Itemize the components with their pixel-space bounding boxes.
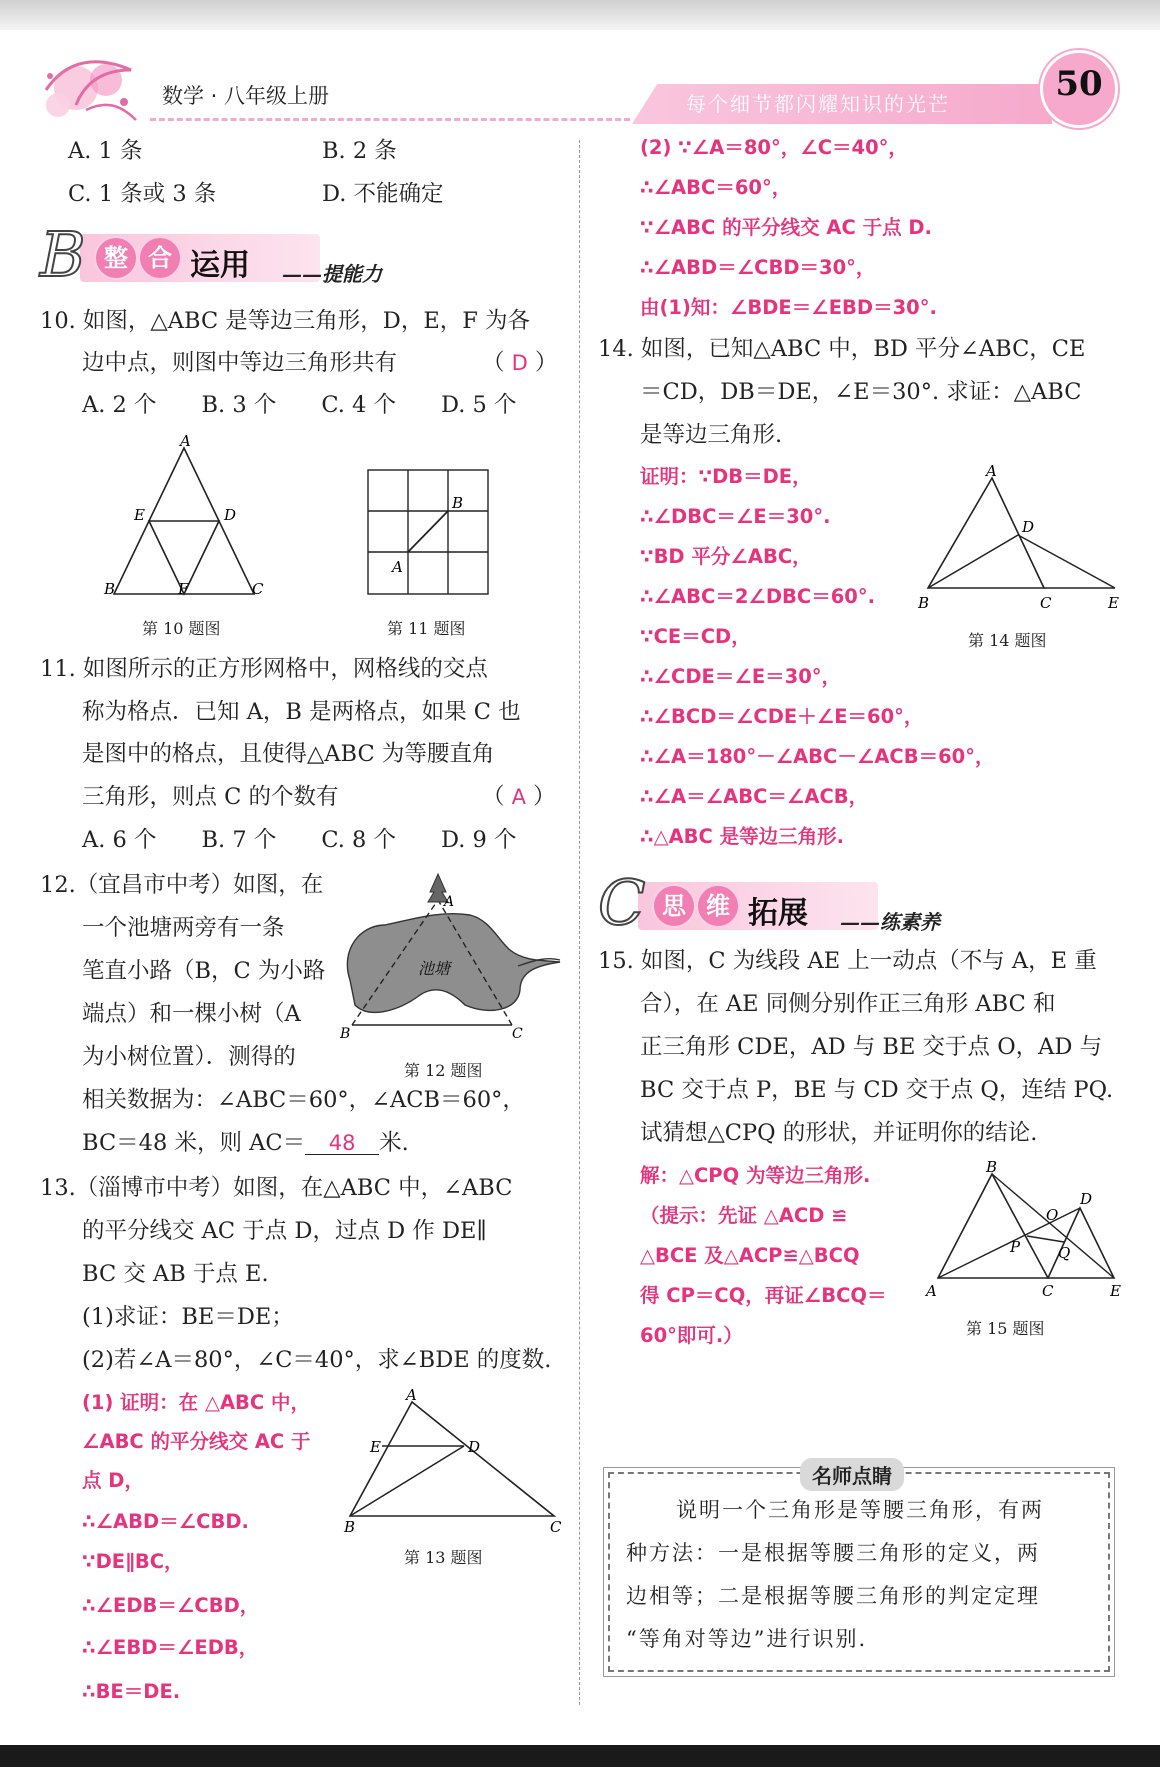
q15-line3: 正三角形 CDE，AD 与 BE 交于点 O，AD 与	[640, 1034, 1103, 1060]
tip-line3: 边相等；二是根据等腰三角形的判定定理	[626, 1584, 1040, 1608]
fig10-label-d: D	[224, 506, 237, 524]
column-divider	[579, 140, 580, 1705]
q12-line3: 笔直小路（B，C 为小路	[82, 958, 326, 984]
q10-answer: D	[511, 351, 528, 375]
q11-line4: 三角形，则点 C 的个数有	[82, 784, 339, 810]
top-edge	[0, 0, 1160, 30]
fig13-label-b: B	[344, 1518, 356, 1536]
q9-option-c: C. 1 条或 3 条	[68, 181, 217, 207]
q13-solution-4: ∴∠ABD＝∠CBD.	[82, 1510, 249, 1533]
q11-line3: 是图中的格点，且使得△ABC 为等腰直角	[82, 741, 495, 767]
section-b-char1: 整	[94, 236, 138, 280]
q15-line1: 15. 如图，C 为线段 AE 上一动点（不与 A，E 重	[598, 948, 1097, 974]
q14-solution-10: ∴△ABC 是等边三角形.	[640, 825, 845, 848]
q13-solution-2: ∠ABC 的平分线交 AC 于	[82, 1430, 311, 1453]
q12-line7b: 米.	[379, 1130, 409, 1156]
fig12-pond-label: 池塘	[418, 959, 451, 978]
fig10-label-e: E	[134, 506, 145, 524]
q14-solution-2: ∴∠DBC＝∠E＝30°.	[640, 505, 831, 528]
q11-options: A. 6 个 B. 7 个 C. 8 个 D. 9 个	[82, 827, 517, 853]
q14-solution-6: ∴∠CDE＝∠E＝30°，	[640, 665, 842, 688]
q10-line2: 边中点，则图中等边三角形共有	[82, 350, 398, 376]
q14-solution-7: ∴∠BCD＝∠CDE＋∠E＝60°，	[640, 705, 924, 728]
q13-line3: BC 交 AB 于点 E.	[82, 1261, 269, 1287]
q12-line2: 一个池塘两旁有一条	[82, 915, 285, 941]
q14-solution-3: ∵BD 平分∠ABC，	[640, 545, 812, 568]
q12-answer: 48	[305, 1133, 379, 1155]
figure-13	[340, 1386, 570, 1536]
q14-line2: ＝CD，DB＝DE，∠E＝30°. 求证：△ABC	[640, 379, 1082, 405]
figure-14	[910, 460, 1130, 620]
q13-line4: (1)求证：BE＝DE；	[82, 1304, 294, 1330]
fig15-label-q: Q	[1058, 1244, 1071, 1262]
fig10-label-b: B	[104, 580, 116, 598]
fig13-caption: 第 13 题图	[404, 1548, 483, 1567]
figure-11	[364, 466, 494, 598]
flower-ornament-icon	[36, 50, 146, 130]
fig14-label-a: A	[986, 462, 997, 480]
figure-10	[100, 434, 270, 604]
section-b-letter: B	[40, 218, 86, 291]
fig10-label-f: F	[178, 580, 189, 598]
q13-solution-8: ∴BE＝DE.	[82, 1680, 181, 1703]
q15-solution-3: △BCE 及△ACP≌△BCQ	[640, 1244, 860, 1267]
fig15-label-a: A	[926, 1282, 937, 1300]
q10-answer-bracket: （ D ）	[482, 350, 558, 376]
fig12-label-b: B	[340, 1026, 351, 1042]
fig15-label-b: B	[986, 1160, 998, 1176]
tip-line2: 种方法：一是根据等腰三角形的定义，两	[626, 1541, 1040, 1565]
header-dashes	[150, 118, 630, 121]
section-c-header	[598, 866, 1018, 940]
q12-line4: 端点）和一棵小树（A	[82, 1001, 301, 1027]
q13-solution-7: ∴∠EBD＝∠EDB，	[82, 1636, 259, 1659]
q11-answer: A	[511, 785, 527, 809]
q14-solution-8: ∴∠A＝180°－∠ABC－∠ACB＝60°，	[640, 745, 995, 768]
q12-line6: 相关数据为：∠ABC＝60°，∠ACB＝60°，	[82, 1087, 525, 1113]
q15-line4: BC 交于点 P，BE 与 CD 交于点 Q，连结 PQ.	[640, 1077, 1114, 1103]
q13-solution-3: 点 D，	[82, 1469, 144, 1492]
q15-solution-4: 得 CP＝CQ，再证∠BCQ＝	[640, 1284, 887, 1307]
section-b-title: 运用	[190, 248, 250, 283]
fig13-label-d: D	[468, 1438, 481, 1456]
q12-line1: 12.（宜昌市中考）如图，在	[40, 872, 324, 898]
section-c-title: 拓展	[748, 896, 808, 931]
q15-line2: 合），在 AE 同侧分别作正三角形 ABC 和	[640, 991, 1056, 1017]
q12-line7	[82, 1132, 409, 1155]
book-title: 数学 · 八年级上册	[162, 84, 330, 108]
fig14-label-b: B	[918, 594, 930, 612]
fig11-label-a: A	[392, 558, 403, 576]
fig15-label-p: P	[1010, 1238, 1021, 1256]
fig14-label-e: E	[1108, 594, 1119, 612]
slogan: 每个细节都闪耀知识的光芒	[686, 92, 950, 116]
section-c-subtitle: ——练素养	[840, 910, 940, 934]
tip-line1: 说明一个三角形是等腰三角形，有两	[676, 1498, 1044, 1522]
fig14-label-d: D	[1022, 518, 1035, 536]
fig15-label-c: C	[1042, 1282, 1054, 1300]
fig12-label-a: A	[444, 894, 455, 910]
figure-12	[340, 870, 570, 1050]
fig13-label-a: A	[406, 1386, 417, 1404]
q9-option-b: B. 2 条	[322, 138, 397, 164]
fig14-label-c: C	[1040, 594, 1052, 612]
fig14-caption: 第 14 题图	[968, 631, 1047, 650]
q13-solution-6: ∴∠EDB＝∠CBD，	[82, 1594, 260, 1617]
q11-line2: 称为格点．已知 A，B 是两格点，如果 C 也	[82, 699, 521, 725]
q9-option-a: A. 1 条	[68, 138, 143, 164]
fig11-caption: 第 11 题图	[387, 619, 466, 638]
q14-line3: 是等边三角形.	[640, 422, 783, 448]
q12-line5: 为小树位置）．测得的	[82, 1044, 296, 1070]
fig13-label-e: E	[370, 1438, 381, 1456]
q14-solution-5: ∵CE＝CD，	[640, 625, 751, 648]
q13-solution2-1: (2) ∵∠A＝80°，∠C＝40°，	[640, 136, 908, 159]
header	[0, 40, 1160, 140]
q11-line1: 11. 如图所示的正方形网格中，网格线的交点	[40, 656, 488, 682]
q14-line1: 14. 如图，已知△ABC 中，BD 平分∠ABC，CE	[598, 336, 1086, 362]
q13-solution-5: ∵DE∥BC，	[82, 1550, 184, 1573]
section-c-char1: 思	[652, 884, 696, 928]
fig15-caption: 第 15 题图	[966, 1319, 1045, 1338]
q10-line1: 10. 如图，△ABC 是等边三角形，D，E，F 为各	[40, 308, 531, 334]
q9-option-d: D. 不能确定	[322, 181, 444, 207]
section-b-subtitle: ——提能力	[282, 262, 382, 286]
q14-solution-9: ∴∠A＝∠ABC＝∠ACB，	[640, 785, 869, 808]
q13-solution2-4: ∴∠ABD＝∠CBD＝30°，	[640, 256, 876, 279]
tip-line4: “等角对等边”进行识别.	[626, 1627, 868, 1651]
fig15-label-e: E	[1110, 1282, 1121, 1300]
q14-solution-4: ∴∠ABC＝2∠DBC＝60°.	[640, 585, 876, 608]
fig15-label-d: D	[1080, 1190, 1093, 1208]
q13-solution2-2: ∴∠ABC＝60°，	[640, 176, 792, 199]
q13-line5: (2)若∠A＝80°，∠C＝40°，求∠BDE 的度数.	[82, 1347, 552, 1373]
fig12-label-c: C	[512, 1026, 523, 1042]
tip-title: 名师点睛	[800, 1458, 904, 1491]
q12-line7a: BC＝48 米，则 AC＝	[82, 1130, 306, 1156]
q13-line2: 的平分线交 AC 于点 D，过点 D 作 DE∥	[82, 1218, 487, 1244]
q15-solution-5: 60°即可.）	[640, 1324, 743, 1347]
q13-solution2-3: ∵∠ABC 的平分线交 AC 于点 D.	[640, 216, 932, 239]
q11-answer-bracket: （ A ）	[482, 784, 556, 810]
section-c-char2: 维	[696, 884, 740, 928]
section-b-header	[40, 218, 460, 292]
fig10-label-c: C	[252, 580, 264, 598]
q10-options: A. 2 个 B. 3 个 C. 4 个 D. 5 个	[82, 392, 517, 418]
q15-solution-2: （提示：先证 △ACD ≌	[640, 1204, 848, 1227]
bottom-edge	[0, 1745, 1160, 1767]
q15-line5: 试猜想△CPQ 的形状，并证明你的结论.	[640, 1120, 1038, 1146]
q14-solution-1: 证明：∵DB＝DE，	[640, 465, 812, 488]
page-number: 50	[1055, 64, 1103, 104]
section-c-letter: C	[598, 866, 646, 939]
q13-solution-1: (1) 证明：在 △ABC 中，	[82, 1391, 311, 1414]
fig10-caption: 第 10 题图	[142, 619, 221, 638]
fig15-label-o: O	[1046, 1206, 1059, 1224]
section-b-char2: 合	[138, 236, 182, 280]
fig11-label-b: B	[452, 494, 464, 512]
fig13-label-c: C	[550, 1518, 562, 1536]
fig12-caption: 第 12 题图	[404, 1061, 483, 1080]
q15-solution-1: 解：△CPQ 为等边三角形.	[640, 1164, 871, 1187]
q13-solution2-5: 由(1)知：∠BDE＝∠EBD＝30°.	[640, 296, 937, 319]
q13-line1: 13.（淄博市中考）如图，在△ABC 中，∠ABC	[40, 1175, 513, 1201]
fig10-label-a: A	[180, 434, 191, 450]
figure-15	[924, 1160, 1124, 1310]
